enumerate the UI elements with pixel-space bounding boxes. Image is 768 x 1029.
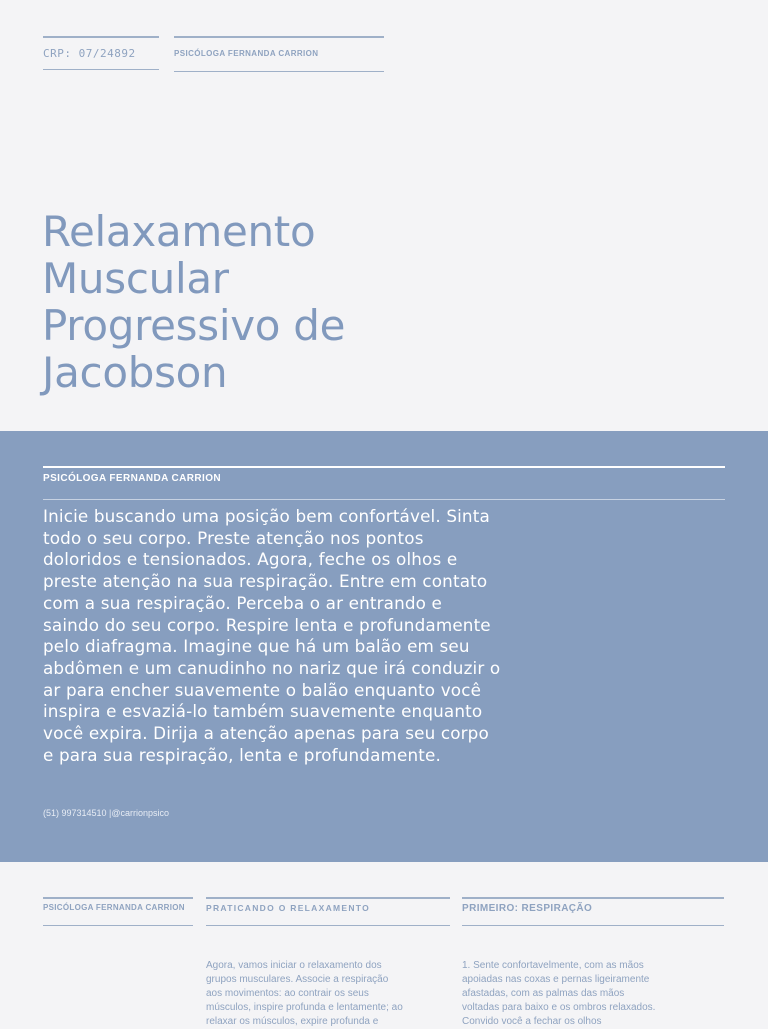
column-breathing-label: PRIMEIRO: RESPIRAÇÃO: [462, 903, 593, 914]
intro-band: [0, 431, 768, 862]
column-practice-heading: [206, 897, 450, 926]
column-breathing-heading: [462, 897, 724, 926]
intro-paragraph: Inicie buscando uma posição bem confortável. Sinta todo o seu corpo. Preste atenção nos pontos doloridos e tensionados. Agora, feche os olhos e preste atenção na sua respiração. Entre em contato com a sua respiração. Perceba o ar entrando e saindo do seu corpo. Respire lenta e profundamente pelo diafragma. Imagine que há um balão em seu abdômen e um canudinho no nariz que irá conduzir o ar para encher suavemente o balão enquanto você inspira e esvaziá-lo também suavemente enquanto você expira. Dirija a atenção apenas para seu corpo e para sua respiração, lenta e profundamente.: [43, 506, 501, 765]
column-practice-label: PRATICANDO O RELAXAMENTO: [206, 903, 371, 913]
breathing-paragraph: 1. Sente confortavelmente, com as mãos apoiadas nas coxas e pernas ligeiramente afastadas, com as palmas das mãos voltadas para baixo e os ombros relaxados. Convido você a fechar os olhos: [462, 960, 656, 1027]
contact-info: (51) 997314510 |@carrionpsico: [43, 808, 170, 818]
practice-paragraph: Agora, vamos iniciar o relaxamento dos grupos musculares. Associe a respiração aos movimentos: ao contrair os seus músculos, inspire profunda e lentamente; ao relaxar os músculos, expire profunda e: [206, 960, 403, 1027]
header-author: PSICÓLOGA FERNANDA CARRION: [174, 36, 384, 72]
intro-author: PSICÓLOGA FERNANDA CARRION: [43, 473, 221, 484]
divider-top: [43, 466, 725, 468]
cover-header: [0, 0, 768, 431]
divider-bottom: [43, 499, 725, 500]
page-title: Relaxamento Muscular Progressivo de Jacobson: [42, 207, 346, 397]
instructions-section: [0, 862, 768, 1027]
crp-number: CRP: 07/24892: [43, 36, 159, 70]
column-author-label: PSICÓLOGA FERNANDA CARRION: [43, 903, 185, 912]
column-author-heading: [43, 897, 193, 926]
